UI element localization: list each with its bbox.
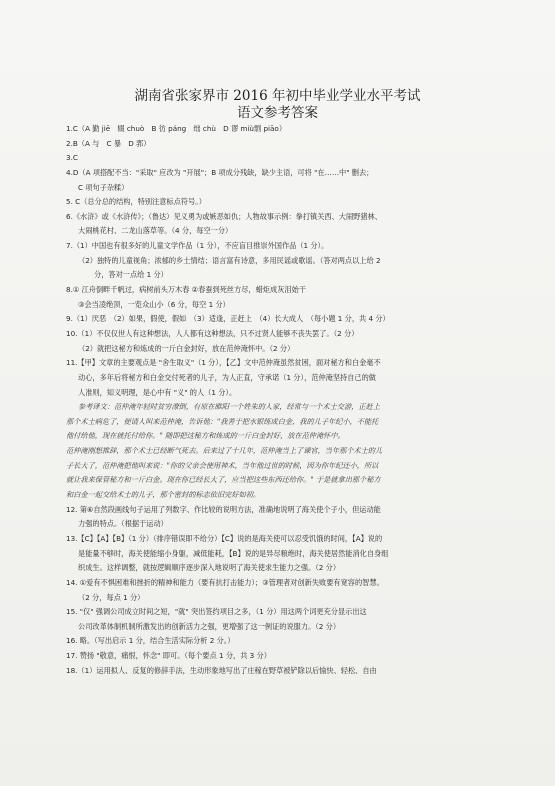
answer-line: 子长大了，范仲淹把他叫来说："你的父亲会使用神术，当年他过世的时候，因为你年纪还小，所以 [66,460,379,470]
answer-line: 12. 第⑥自然段画线句子运用了列数字、作比较的说明方法，准确地说明了海关使个子小，但运动能 [66,504,381,514]
answer-line: 9.（1）厌恶 （2）如果，假使，假如 （3）适逢，正赶上 （4）长大成人 （每小题 1 分，共 4 分） [66,314,390,324]
answer-line: 大闹桃花村、二龙山落草等。（4 分，每空一分） [78,226,233,236]
answer-line: 力强的特点。（根据于运动） [78,519,168,529]
answer-line: C 项句子杂糅） [78,182,129,192]
answer-line: （2 分，每点 1 分） [78,592,145,602]
answer-line: 5. C（总分总的结构，特别注意标点符号。） [66,197,206,207]
answer-body [66,122,510,678]
answer-line: 就让我来保管秘方和一斤白金。现在你已经长大了，应当把这些东西还给你。" 于是就拿出那个秘方 [66,475,381,485]
answer-line: 6.《水浒》或《水浒传》；（鲁达）见义勇为或嫉恶如仇；人物故事示例：拳打镇关西、大闹野猪林、 [66,211,382,221]
answer-line: 14. ①爱有不惧困难和挫折的精神和能力（要有抗打击能力）；③管理者对创新失败要有宽容的智慧。 [66,577,384,587]
answer-line: 是能量不够时，海关使能缩小身躯，减低能耗，【B】说的是异尽粮绝时，海关使居然能消化自身组 [78,548,389,558]
answer-line: 范仲淹刚想推辞，那个术士已经断气死去。后来过了十几年，范仲淹当上了谏官，当年那个术士的儿 [66,446,383,456]
answer-line: 18.（1）运用拟人、反复的修辞手法，生动形象地写出了庄稼在野草被铲除以后愉快、轻松、自由 [66,665,377,675]
answer-line: 参考译文：范仲淹年轻时贫穷潦倒，有原在睢阳一个姓朱的人家，经常与一个术士交游，正赶上 [78,402,380,412]
answer-line: （2）独特的儿童视角；浓郁的乡土情结；语言富有诗意，多用民谣或歌谣。（答对两点以上给 2 [78,255,381,265]
exam-subtitle: 语文参考答案 [237,105,318,121]
answer-line: 他付给他，现在就托付给你。" 随即把这秘方和炼成的一斤白金封好，放在范仲淹怀中。 [66,431,345,441]
answer-line: 织成生。这样调整，就按逻辑顺序逐步深入地说明了海关使求生能力之强。（2 分） [78,563,341,573]
answer-line: 16. 略。（写出启示 1 分，结合生活实际分析 2 分。） [66,636,235,646]
answer-line: 和白金一起交给术士的儿子，那个密封的标志依旧完好如初。 [66,490,261,500]
answer-line: 公司改革体制机制所激发出的创新活力之强，更增强了这一例证的说服力。（2 分） [78,621,341,631]
answer-line: 那个术士病危了，便请人叫来范仲淹，告诉他："我善于把水银练成白金，我的儿子年纪小，不能托 [66,416,379,426]
answer-line: ③会当凌绝顶，一览众山小（6 分，每空 1 分） [78,299,230,309]
answer-line: 3.C [66,153,78,163]
answer-line: 17. 赞扬 "敬意，痛恨，怀念" 即可。（每个要点 1 分，共 3 分） [66,651,271,661]
answer-line: 11.【甲】文章的主要观点是 "舍生取义"（1 分），【乙】文中范仲淹虽然贫困，面对秘方和白金毫不 [66,358,381,368]
answer-line: （2）就把这秘方和炼成的一斤白金封好，放在范仲淹怀中。（2 分） [78,343,295,353]
answer-line: 8.① 江舟倒畔千帆过，病树前头万木春 ②春蚕到死丝方尽，蜡炬成灰泪始干 [66,285,306,295]
answer-line: 2.B（A 与 C 暴 D 郛） [66,138,151,148]
answer-line: 13.【C】【A】【B】（1 分）（排序错误即不给分）【C】说的是海关使可以忍受饥饿的时间，【A】说的 [66,533,383,543]
answer-line: 1.C（A 勤 jiē 辍 chuò B 彷 páng 绌 chù D 谬 miù剽 piāo） [66,124,287,133]
answer-line: 15. "仅" 强调公司成立时间之短，"就" 突出签约项目之多，（1 分）用这两个词更充分显示出这 [66,607,367,617]
answer-line: 4.D（A 项搭配不当："采取" 应改为 "开展"；B 项成分残缺，缺少主语，可将 "在……中" 删去； [66,167,374,177]
exam-title: 湖南省张家界市 2016 年初中毕业学业水平考试 [134,88,421,104]
answer-line: 动心，多年后将秘方和白金交付死者的儿子，为人正直，守承诺（1 分），范仲淹坚持自己的做 [78,372,376,382]
answer-line: 人准则，知义明理，是心中有 "义" 的人（1 分）。 [78,387,237,397]
answer-line: 7.（1）中国也有很多好的儿童文学作品（1 分），不应盲目推崇外国作品（1 分）。 [66,241,329,251]
answer-line: 分，答对一点给 1 分） [94,270,168,280]
answer-line: 10.（1）不仅仅世人有这种想法，人人都有这种想法，只不过贤人能够不丧失罢了。（2 分） [66,328,359,338]
